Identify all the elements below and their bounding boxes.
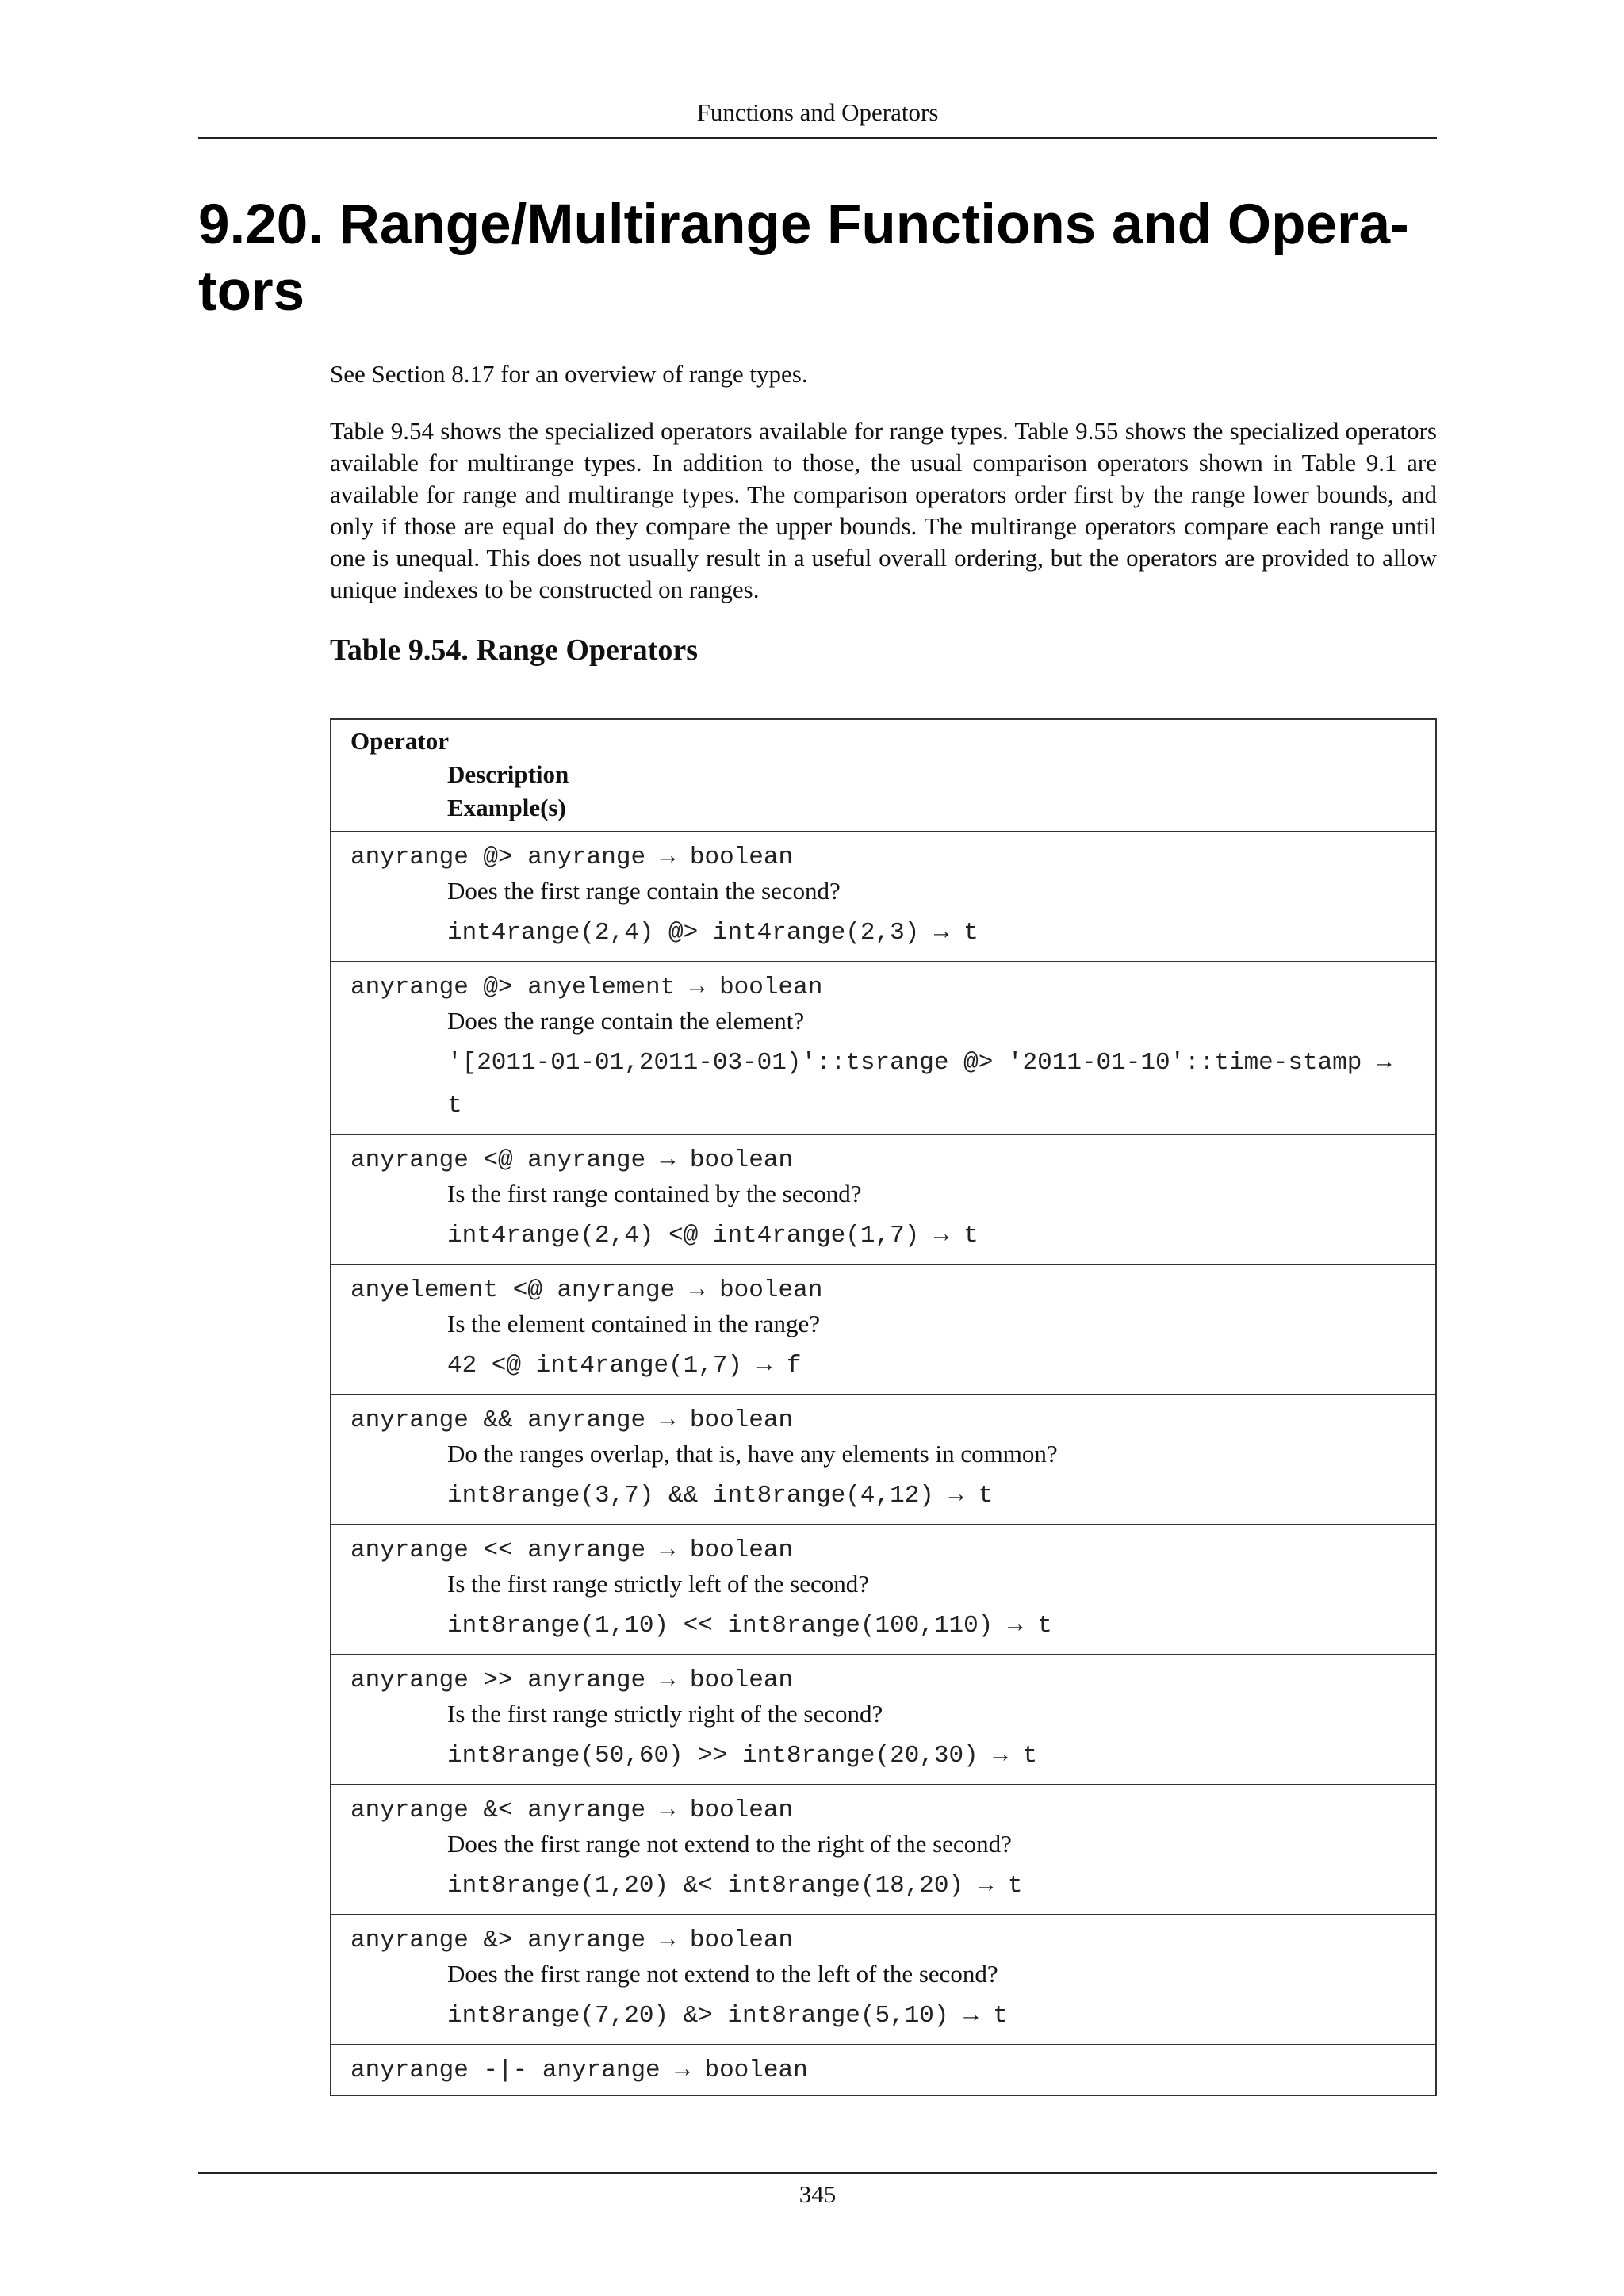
operator-description: Does the range contain the element?: [447, 1007, 805, 1035]
section-title: 9.20. Range/Multirange Functions and Opera-tors: [198, 193, 1409, 323]
page-number: 345: [799, 2180, 837, 2208]
header-examples: Example(s): [447, 794, 566, 821]
intro-paragraph: See Section 8.17 for an overview of range types.: [330, 360, 808, 388]
table-title: Table 9.54. Range Operators: [330, 633, 699, 667]
table-row: [331, 1135, 1436, 1265]
operator-signature: anyrange >> anyrange → boolean: [350, 1667, 794, 1694]
operator-cell: [331, 1265, 1436, 1395]
operator-example: int8range(1,10) << int8range(100,110) → t: [447, 1612, 1052, 1640]
intro-content: [330, 358, 1437, 691]
table-row: [331, 1525, 1436, 1655]
table-row: [331, 1265, 1436, 1395]
footer-rule: [198, 2172, 1437, 2174]
operator-cell: [331, 1915, 1436, 2045]
header-operator: Operator: [350, 727, 449, 755]
operator-description: Does the first range contain the second?: [447, 877, 841, 905]
table-row: [331, 1395, 1436, 1525]
operator-example: int8range(3,7) && int8range(4,12) → t: [447, 1482, 994, 1510]
operator-cell: [331, 1525, 1436, 1655]
operator-cell: [331, 1655, 1436, 1785]
table-header-cell: [331, 719, 1436, 832]
overview-paragraph: Table 9.54 shows the specialized operators available for range types. Table 9.55 shows the specialized operators available for multirange types. In addition to those, the usual comparison operators shown in Table 9.1 are available for range and multirange types. The comparison operators order first by the range lower bounds, and only if those are equal do they compare the upper bounds. The multirange operators compare each range until one is unequal. This does not usually result in a useful overall ordering, but the operators are provided to allow unique indexes to be constructed on ranges.: [330, 417, 1437, 603]
operator-description: Is the element contained in the range?: [447, 1310, 820, 1337]
operator-cell: [331, 1135, 1436, 1265]
operator-description: Is the first range strictly right of the second?: [447, 1700, 883, 1728]
header-description: Description: [447, 760, 569, 788]
operator-signature: anyrange <@ anyrange → boolean: [350, 1146, 794, 1174]
table-row: [331, 1655, 1436, 1785]
operator-signature: anyrange && anyrange → boolean: [350, 1406, 794, 1434]
table-row: [331, 962, 1436, 1135]
operator-description: Does the first range not extend to the right of the second?: [447, 1830, 1012, 1858]
operator-signature: anyelement <@ anyrange → boolean: [350, 1276, 823, 1304]
table-row: [331, 1915, 1436, 2045]
operator-example: int4range(2,4) <@ int4range(1,7) → t: [447, 1222, 979, 1249]
operator-signature: anyrange -|- anyrange → boolean: [350, 2057, 808, 2084]
table-header-row: [331, 719, 1436, 832]
operator-signature: anyrange @> anyelement → boolean: [350, 974, 823, 1001]
operator-cell: [331, 1785, 1436, 1915]
operator-signature: anyrange << anyrange → boolean: [350, 1536, 794, 1564]
operator-example: int8range(1,20) &< int8range(18,20) → t: [447, 1872, 1023, 1900]
operator-cell: [331, 832, 1436, 962]
operator-signature: anyrange @> anyrange → boolean: [350, 844, 794, 871]
operator-example: '[2011-01-01,2011-03-01)'::tsrange @> '2011-01-10'::time-stamp → t: [447, 1049, 1392, 1119]
operator-cell: [331, 2045, 1436, 2095]
operator-example: 42 <@ int4range(1,7) → f: [447, 1352, 802, 1380]
operator-description: Does the first range not extend to the left of the second?: [447, 1960, 998, 1988]
table-row: [331, 832, 1436, 962]
running-header: Functions and Operators: [696, 98, 939, 126]
range-operators-table-wrap: [330, 718, 1437, 2114]
operator-example: int8range(50,60) >> int8range(20,30) → t: [447, 1742, 1038, 1770]
operator-description: Do the ranges overlap, that is, have any elements in common?: [447, 1440, 1058, 1468]
header-rule: [198, 137, 1437, 139]
operator-signature: anyrange &> anyrange → boolean: [350, 1927, 794, 1954]
table-row: [331, 1785, 1436, 1915]
range-operators-table: [330, 718, 1437, 2096]
operator-example: int8range(7,20) &> int8range(5,10) → t: [447, 2002, 1008, 2030]
operator-example: int4range(2,4) @> int4range(2,3) → t: [447, 919, 979, 947]
operator-signature: anyrange &< anyrange → boolean: [350, 1797, 794, 1824]
operator-description: Is the first range contained by the second?: [447, 1180, 862, 1207]
table-row: [331, 2045, 1436, 2095]
operator-cell: [331, 1395, 1436, 1525]
operator-description: Is the first range strictly left of the second?: [447, 1570, 869, 1598]
operator-cell: [331, 962, 1436, 1135]
